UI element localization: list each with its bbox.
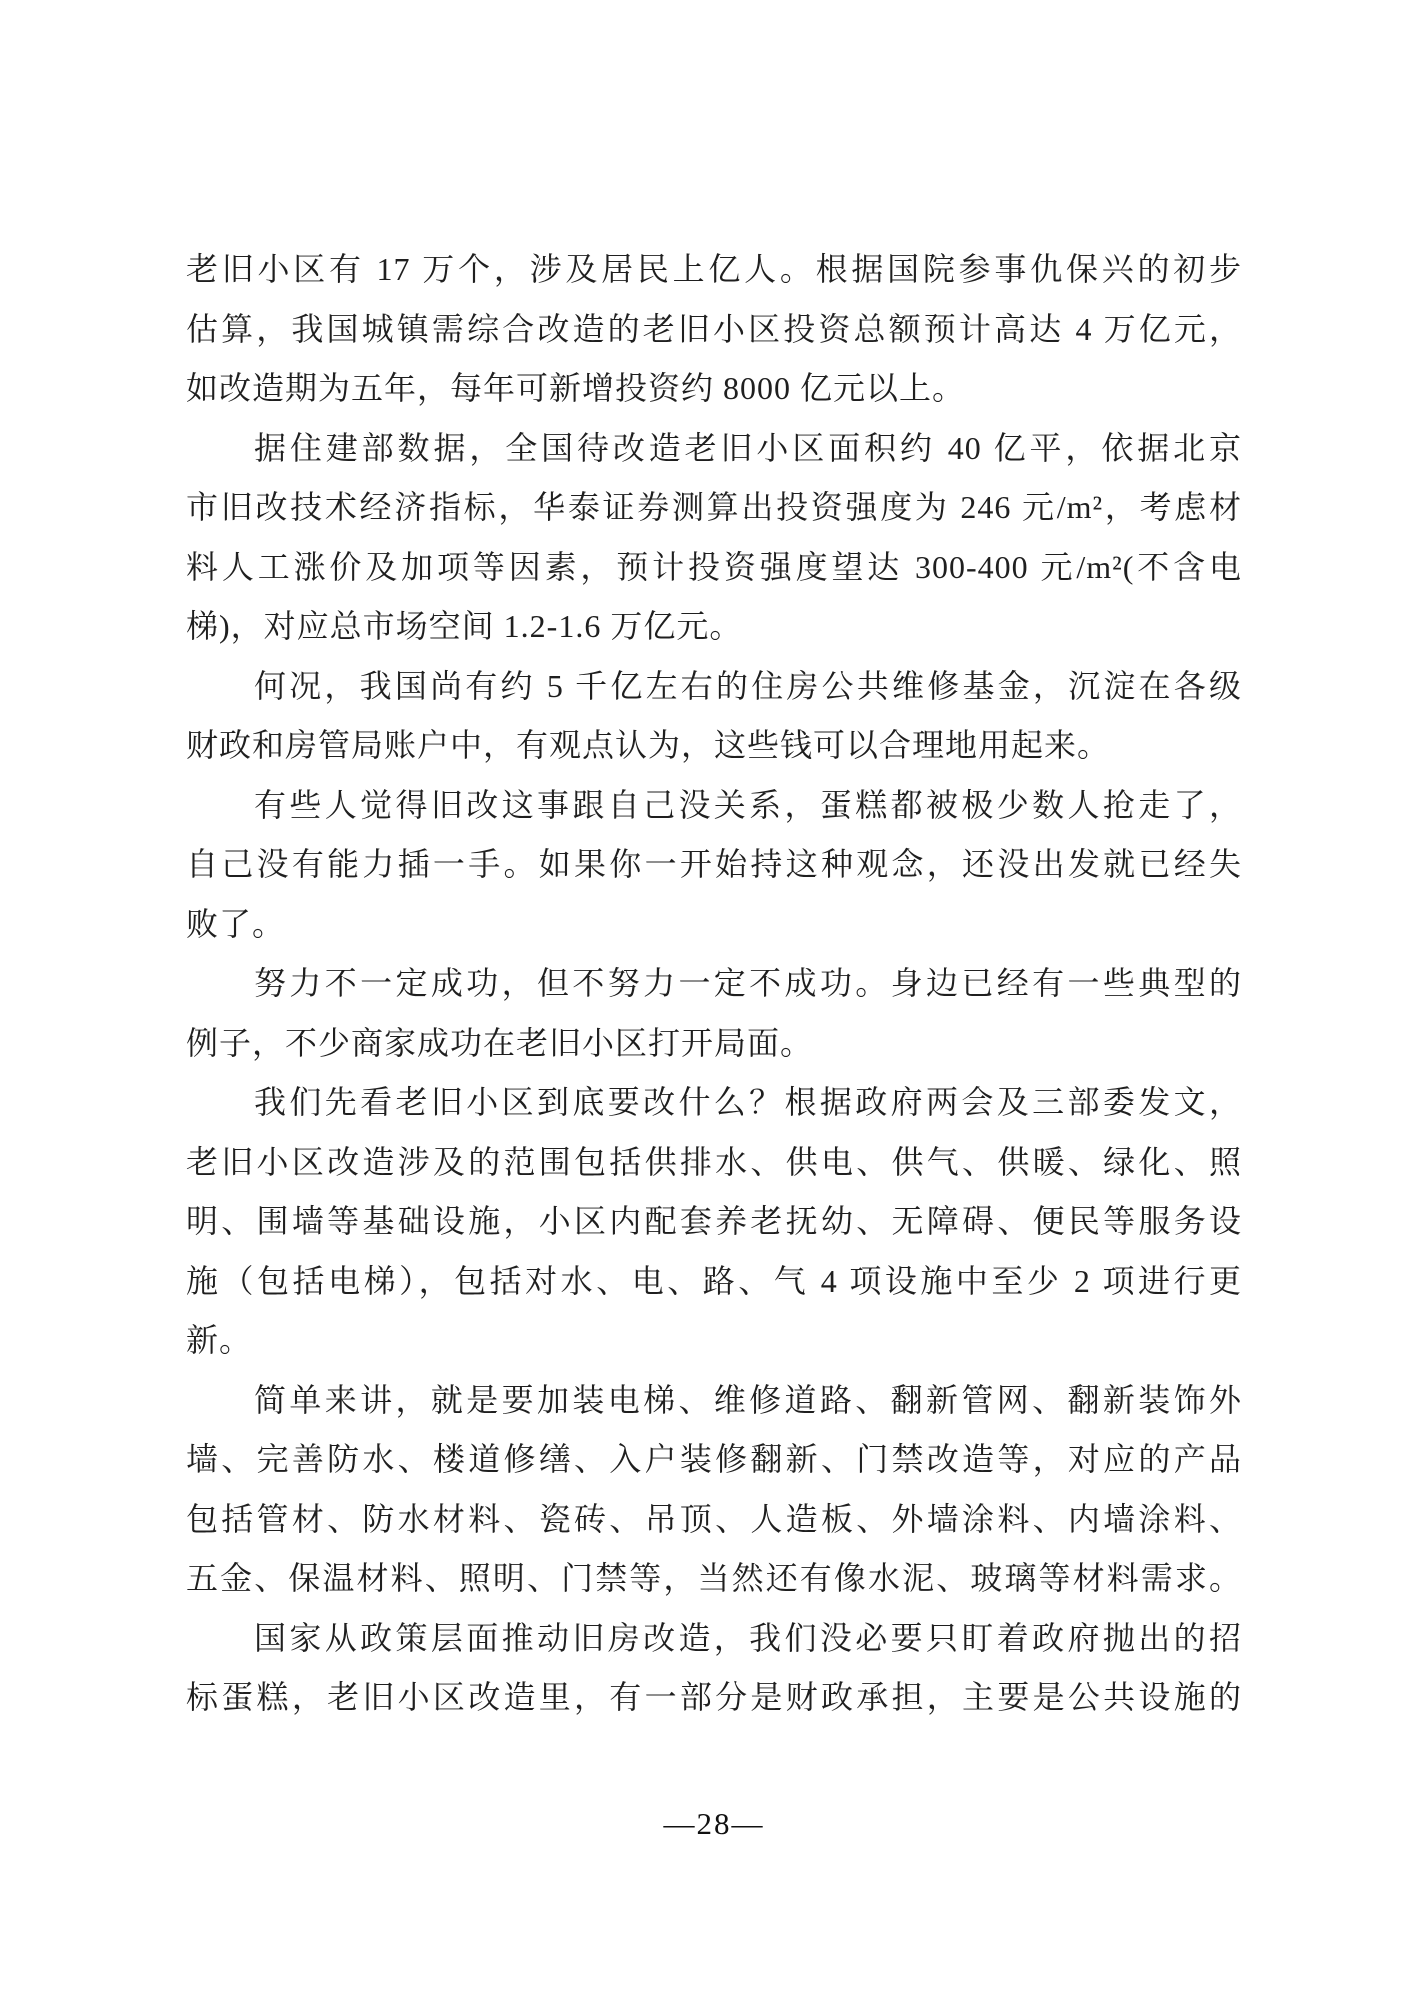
text-line: 老旧小区有 17 万个，涉及居民上亿人。根据国院参事仇保兴的初步	[186, 251, 1242, 287]
text-line: 努力不一定成功，但不努力一定不成功。身边已经有一些典型的	[254, 965, 1242, 1001]
text-line: 五金、保温材料、照明、门禁等，当然还有像水泥、玻璃等材料需求。	[186, 1560, 1242, 1596]
text-line: 估算，我国城镇需综合改造的老旧小区投资总额预计高达 4 万亿元，	[186, 310, 1242, 347]
text-line: 墙、完善防水、楼道修缮、入户装修翻新、门禁改造等，对应的产品	[186, 1441, 1242, 1477]
text-line: 我们先看老旧小区到底要改什么？根据政府两会及三部委发文，	[254, 1084, 1242, 1120]
text-line: 例子，不少商家成功在老旧小区打开局面。	[186, 1024, 814, 1061]
text-line: 何况，我国尚有约 5 千亿左右的住房公共维修基金，沉淀在各级	[254, 667, 1242, 704]
text-line: 施（包括电梯），包括对水、电、路、气 4 项设施中至少 2 项进行更	[186, 1262, 1242, 1299]
text-line: 如改造期为五年，每年可新增投资约 8000 亿元以上。	[186, 370, 966, 406]
text-line: 料人工涨价及加项等因素，预计投资强度望达 300-400 元/m²(不含电	[186, 548, 1242, 585]
text-line: 明、围墙等基础设施，小区内配套养老抚幼、无障碍、便民等服务设	[186, 1203, 1242, 1239]
text-block	[186, 240, 1242, 1728]
text-line: 市旧改技术经济指标，华泰证券测算出投资强度为 246 元/m²，考虑材	[186, 489, 1242, 525]
text-line: 老旧小区改造涉及的范围包括供排水、供电、供气、供暖、绿化、照	[186, 1143, 1242, 1180]
text-line: 败了。	[186, 905, 286, 942]
text-line: 自己没有能力插一手。如果你一开始持这种观念，还没出发就已经失	[186, 846, 1242, 882]
text-line: 财政和房管局账户中，有观点认为，这些钱可以合理地用起来。	[186, 727, 1111, 763]
text-line: 梯)，对应总市场空间 1.2-1.6 万亿元。	[186, 608, 743, 644]
text-line: 标蛋糕，老旧小区改造里，有一部分是财政承担，主要是公共设施的	[186, 1679, 1242, 1715]
page-number: —28—	[663, 1806, 765, 1841]
text-line: 国家从政策层面推动旧房改造，我们没必要只盯着政府抛出的招	[254, 1619, 1242, 1656]
text-line: 新。	[186, 1322, 253, 1358]
text-line: 据住建部数据，全国待改造老旧小区面积约 40 亿平，依据北京	[254, 429, 1242, 466]
text-line: 有些人觉得旧改这事跟自己没关系，蛋糕都被极少数人抢走了，	[254, 786, 1242, 823]
text-line: 简单来讲，就是要加装电梯、维修道路、翻新管网、翻新装饰外	[254, 1381, 1242, 1418]
text-line: 包括管材、防水材料、瓷砖、吊顶、人造板、外墙涂料、内墙涂料、	[186, 1500, 1242, 1537]
